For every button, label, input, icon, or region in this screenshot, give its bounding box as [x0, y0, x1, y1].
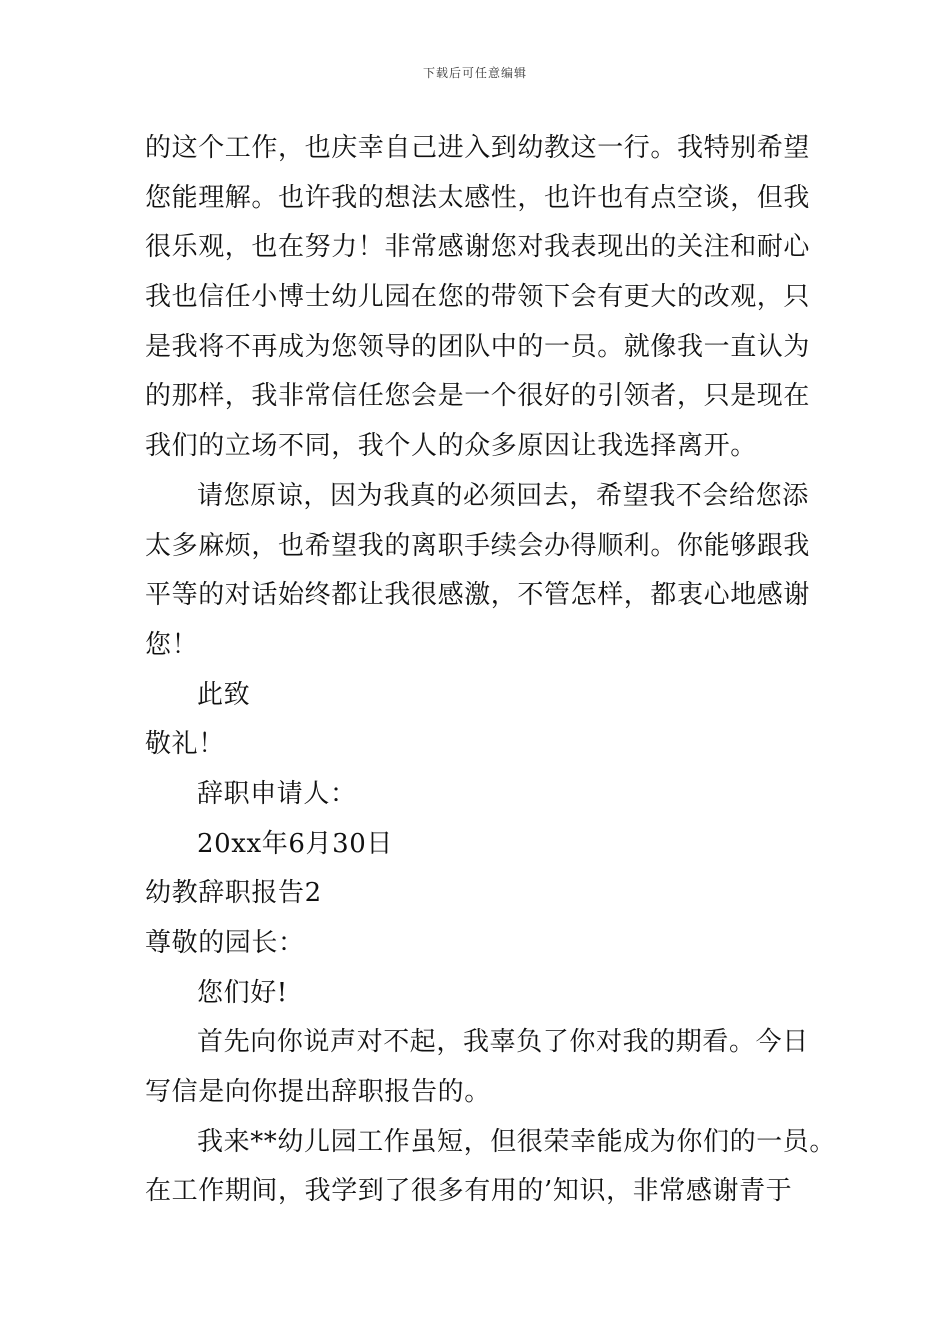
text-line: 是我将不再成为您领导的团队中的一员。就像我一直认为: [145, 331, 811, 362]
closing-salutation: 此致: [197, 679, 251, 710]
paragraph-start-line: 我来**幼儿园工作虽短，但很荣幸能成为你们的一员。: [197, 1126, 837, 1157]
text-line: 平等的对话始终都让我很感激，不管怎样，都衷心地感谢: [145, 580, 811, 611]
letter-greeting: 您们好!: [197, 977, 288, 1008]
text-line: 的那样，我非常信任您会是一个很好的引领者，只是现在: [145, 381, 811, 412]
text-line: 我也信任小博士幼儿园在您的带领下会有更大的改观，只: [145, 282, 811, 313]
document-body: [145, 124, 837, 1217]
signature-label: 辞职申请人：: [197, 778, 357, 809]
letter-addressee: 尊敬的园长：: [145, 928, 305, 958]
letter-date: 20xx年6月30日: [197, 828, 394, 859]
paragraph-start-line: 首先向你说声对不起，我辜负了你对我的期看。今日: [197, 1027, 809, 1058]
text-line: 我们的立场不同，我个人的众多原因让我选择离开。: [145, 431, 757, 462]
text-line: 写信是向你提出辞职报告的。: [145, 1077, 491, 1108]
text-line: 的这个工作，也庆幸自己进入到幼教这一行。我特别希望: [145, 133, 811, 163]
text-line: 您！: [145, 629, 199, 660]
paragraph-start-line: 请您原谅，因为我真的必须回去，希望我不会给您添: [197, 480, 809, 511]
section-title: 幼教辞职报告2: [145, 878, 322, 909]
text-line: 太多麻烦，也希望我的离职手续会办得顺利。你能够跟我: [145, 530, 811, 561]
text-line: 很乐观，也在努力！非常感谢您对我表现出的关注和耐心: [145, 232, 811, 263]
text-line: 在工作期间，我学到了很多有用的’知识，非常感谢青于: [145, 1176, 793, 1207]
header-note: 下载后可任意编辑: [422, 66, 527, 80]
text-line: 您能理解。也许我的想法太感性，也许也有点空谈，但我: [145, 182, 811, 213]
closing-regards: 敬礼！: [145, 729, 225, 760]
